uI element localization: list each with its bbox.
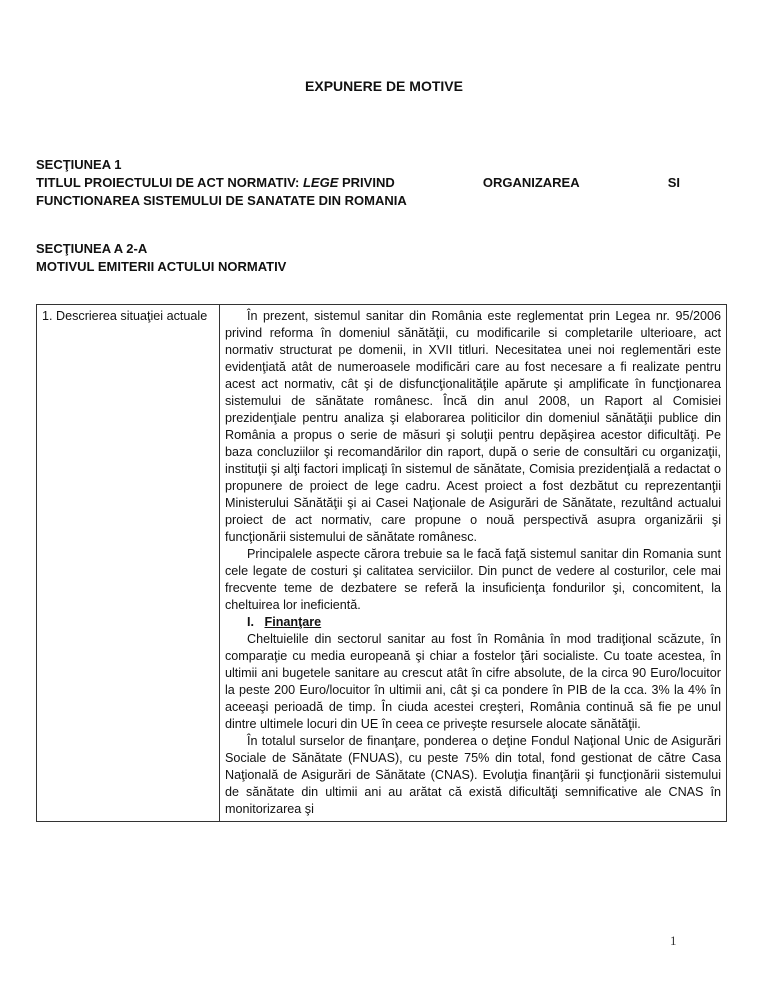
title-mid: PRIVIND bbox=[338, 175, 395, 190]
section-1-title-line-1 bbox=[36, 174, 716, 192]
section-1-title-line-2: FUNCTIONAREA SISTEMULUI DE SANATATE DIN ROMANIA bbox=[36, 193, 407, 208]
paragraph-4: În totalul surselor de finanţare, ponderea o deţine Fondul Naţional Unic de Asigurări Sociale de Sănătate (FNUAS), cu peste 75% din total, fond gestionat de către Casa Naţională de Asigurări de Sănătate (CNAS). Evoluţia finanţării şi funcţionării sistemului de sănătate din ultimii ani au arătat că există dificultăţi semnificative ale CNAS în monitorizarea şi bbox=[225, 734, 721, 816]
row-label: 1. Descrierea situaţiei actuale bbox=[37, 305, 220, 822]
section-1-heading: SECŢIUNEA 1 bbox=[36, 157, 122, 172]
document-title: EXPUNERE DE MOTIVE bbox=[305, 78, 463, 94]
chapter-title: Finanţare bbox=[264, 615, 322, 629]
chapter-heading bbox=[225, 614, 721, 631]
paragraph-3: Cheltuielile din sectorul sanitar au fost în România în mod tradiţional scăzute, în comparaţie cu media europeană şi chiar a fostelor ţări socialiste. Cu toate acestea, în ultimii ani bugetele sanitare au crescut atât în cifre absolute, de la circa 90 Euro/locuitor la peste 200 Euro/locuitor în ultimii ani, cât şi ca pondere în PIB de la cca. 3% la 4% în aceeaşi perioadă de timp. În ciuda acestei creşteri, România continuă să fie pe unul dintre ultimele locuri din UE în ceea ce priveşte resursele alocate sănătăţii. bbox=[225, 632, 721, 731]
paragraph-2: Principalele aspecte cărora trebuie sa le facă faţă sistemul sanitar din Romania sunt cele legate de costuri şi calitatea serviciilor. Din punct de vedere al costurilor, cele mai frecvente teme de dezbatere se referă la insuficienţa fondurilor şi, concomitent, la cheltuirea lor ineficientă. bbox=[225, 547, 721, 612]
motives-table bbox=[36, 304, 727, 822]
title-word-si: SI bbox=[667, 175, 680, 190]
section-1-title-left bbox=[36, 174, 395, 192]
section-2 bbox=[36, 240, 716, 276]
chapter-number: I. bbox=[247, 615, 254, 629]
section-2-heading: SECŢIUNEA A 2-A bbox=[36, 241, 148, 256]
title-word-organizarea: ORGANIZAREA bbox=[482, 175, 580, 190]
section-2-subheading: MOTIVUL EMITERII ACTULUI NORMATIV bbox=[36, 259, 287, 274]
table-row bbox=[37, 305, 727, 822]
row-content bbox=[220, 305, 727, 822]
paragraph-1: În prezent, sistemul sanitar din România este reglementat prin Legea nr. 95/2006 privind reforma în domeniul sănătăţii, cu modificarile si completarile ulterioare, act normativ structurat pe domenii, in XVII titluri. Necesitatea unei noi reglementări este evidenţiată atât de numeroasele modificări care au fost necesare a fi realizate pentru acest act normativ, cât şi de disfuncţionalităţile apărute şi amplificate în funcţionarea sistemului de sănătate românesc. Încă din anul 2008, un Raport al Comisiei prezidenţiale pentru analiza şi elaborarea politicilor din domeniul sănătăţii publice din România a propus o serie de măsuri şi soluţii pentru depăşirea acestor dificultăţi. Pe baza concluziilor şi recomandărilor din raport, după o serie de consultări cu organizaţii, instituţii şi alţi factori implicaţi în sistemul de sănătate, Comisia prezidenţială a redactat o propunere de proiect de lege cadru. Acest proiect a fost dezbătut cu reprezentanţii Ministerului Sănătăţii şi ai Casei Naţionale de Asigurări de Sănătate, rezultând actualui proiect de act normativ, care propune o nouă perspectivă asupra organizării şi funcţionării sistemului de sănătate românesc. bbox=[225, 309, 721, 544]
page-number: 1 bbox=[670, 933, 677, 948]
title-prefix: TITLUL PROIECTULUI DE ACT NORMATIV: bbox=[36, 175, 303, 190]
title-italic-word: LEGE bbox=[302, 175, 339, 190]
section-1 bbox=[36, 156, 716, 210]
